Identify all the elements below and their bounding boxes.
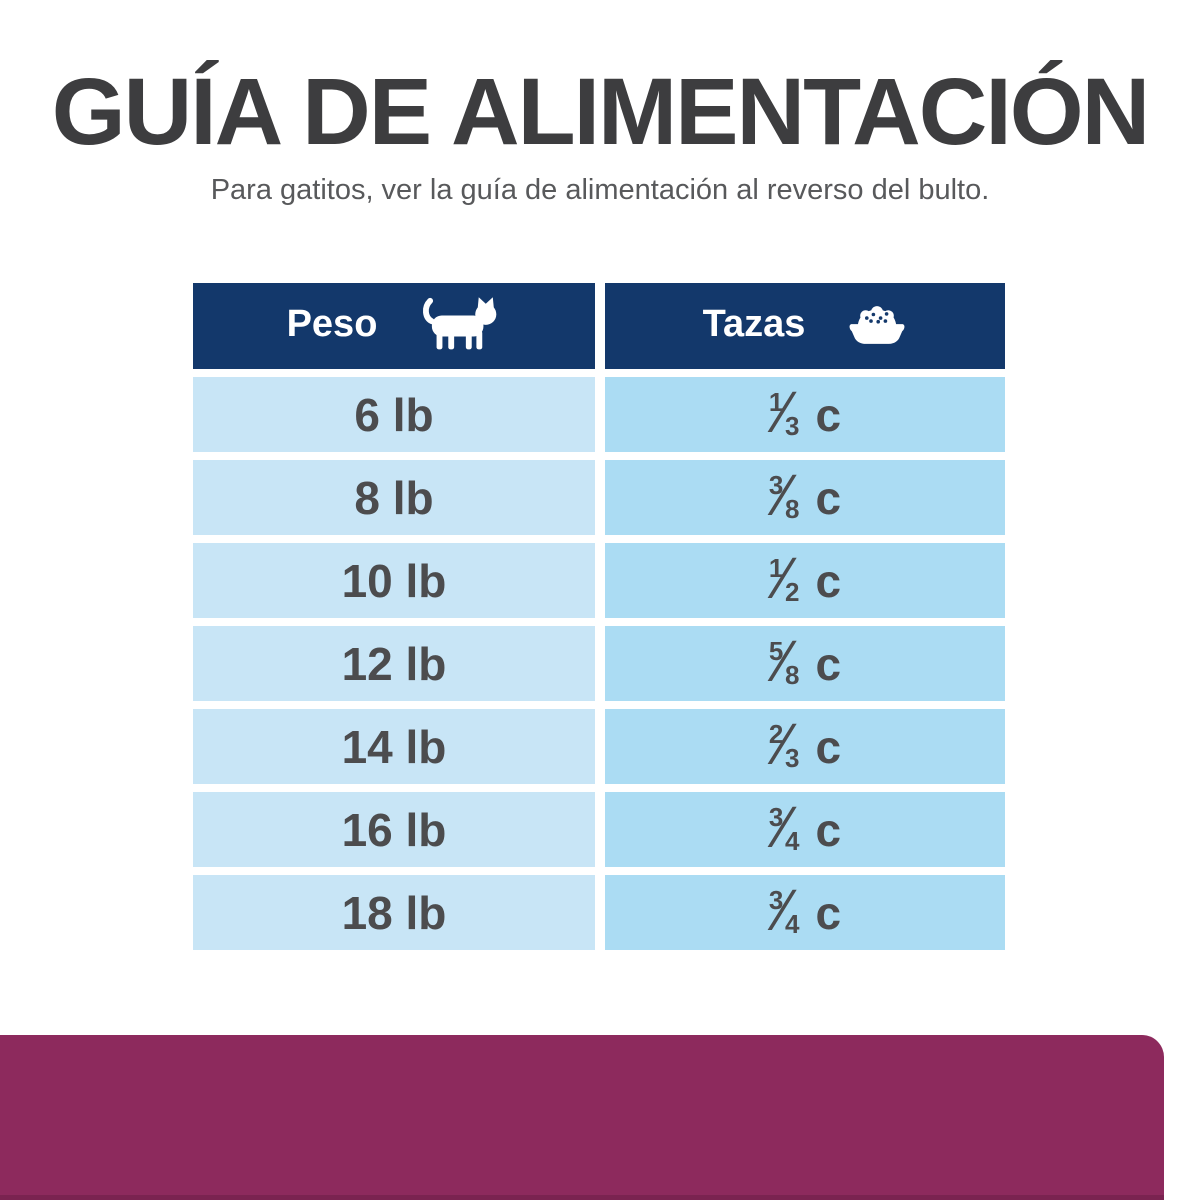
cups-cell: [605, 460, 1005, 535]
cups-column-header: [605, 283, 1005, 369]
cups-cell: [605, 626, 1005, 701]
cups-cell: [605, 377, 1005, 452]
fraction-slash: ⁄: [779, 545, 790, 611]
weight-value: 12 lb: [341, 637, 447, 690]
cups-cell: [605, 875, 1005, 950]
food-bowl-icon: [847, 304, 907, 349]
fraction-slash: ⁄: [779, 794, 790, 860]
cups-unit: c: [815, 637, 842, 690]
cups-unit: c: [815, 554, 842, 607]
weight-value: 18 lb: [341, 886, 447, 939]
fraction-slash: ⁄: [779, 628, 790, 694]
weight-value: 8 lb: [354, 471, 434, 524]
page-title: GUÍA DE ALIMENTACIÓN: [51, 59, 1149, 165]
cups-unit: c: [815, 886, 842, 939]
fraction-slash: ⁄: [779, 462, 790, 528]
weight-value: 10 lb: [341, 554, 447, 607]
weight-cell: [193, 875, 595, 950]
fraction-slash: ⁄: [779, 877, 790, 943]
fraction: 1 ⁄ 2: [768, 545, 800, 611]
weight-cell: [193, 626, 595, 701]
weight-column-header: [193, 283, 595, 369]
fraction: 2 ⁄ 3: [768, 711, 800, 777]
feeding-table: [193, 283, 1005, 950]
bottom-band: [0, 1035, 1164, 1200]
cups-unit: c: [815, 388, 842, 441]
cups-unit: c: [815, 720, 842, 773]
bottom-band-edge: [0, 1195, 1164, 1200]
cups-cell: [605, 709, 1005, 784]
cups-cell: [605, 792, 1005, 867]
fraction: 1 ⁄ 3: [768, 379, 800, 445]
fraction: 5 ⁄ 8: [768, 628, 800, 694]
cups-column-label: Tazas: [702, 302, 806, 345]
cups-unit: c: [815, 471, 842, 524]
weight-cell: [193, 792, 595, 867]
fraction-slash: ⁄: [779, 711, 790, 777]
weight-cell: [193, 460, 595, 535]
weight-cell: [193, 377, 595, 452]
weight-value: 14 lb: [341, 720, 447, 773]
fraction: 3 ⁄ 4: [768, 794, 800, 860]
weight-value: 6 lb: [354, 388, 434, 441]
fraction: 3 ⁄ 8: [768, 462, 800, 528]
page-subtitle: Para gatitos, ver la guía de alimentación al reverso del bulto.: [210, 174, 990, 206]
fraction-slash: ⁄: [779, 379, 790, 445]
weight-column-label: Peso: [286, 302, 378, 345]
cat-icon: [419, 296, 501, 356]
cups-unit: c: [815, 803, 842, 856]
fraction: 3 ⁄ 4: [768, 877, 800, 943]
weight-cell: [193, 543, 595, 618]
weight-value: 16 lb: [341, 803, 447, 856]
weight-cell: [193, 709, 595, 784]
cups-cell: [605, 543, 1005, 618]
